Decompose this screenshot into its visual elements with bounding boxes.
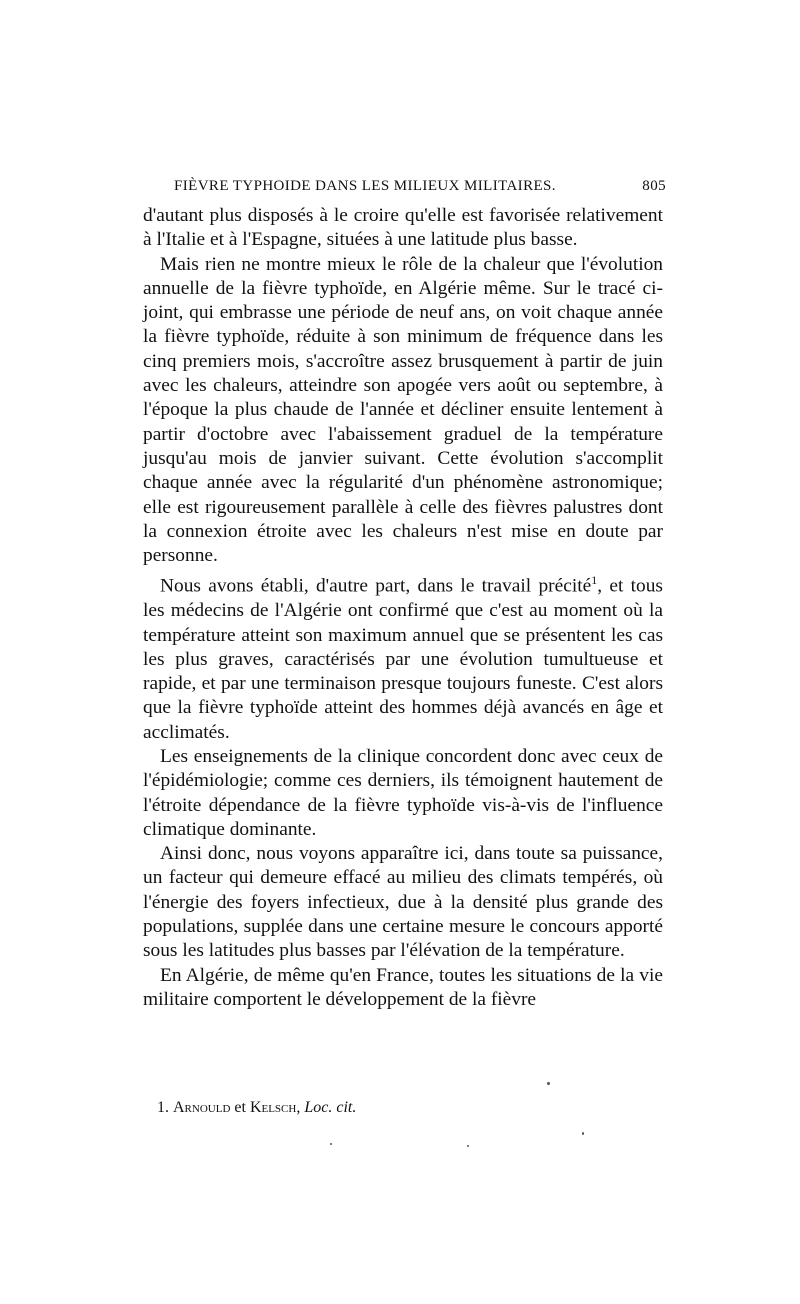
footnote-author: Arnould	[173, 1099, 231, 1116]
paragraph	[143, 568, 663, 745]
paragraph-lead-end: , et	[597, 575, 624, 597]
footnote: 1. Arnould et Kelsch, Loc. cit.	[157, 1099, 357, 1116]
scan-speck	[582, 1132, 584, 1135]
running-head	[146, 178, 666, 198]
body-text	[143, 204, 663, 1012]
paragraph: Mais rien ne montre mieux le rôle de la chaleur que l'évolution annuelle de la fièvre typhoïde, en Algérie même. Sur le tracé ci-joint, qui embrasse une période de neuf ans, on voit chaque année la fièvre typhoïde, réduite à son minimum de fréquence dans les cinq premiers mois, s'accroître assez brusquement à partir de juin avec les chaleurs, atteindre son apogée vers août ou septembre, à l'époque la plus chaude de l'année et décliner ensuite lentement à partir d'octobre avec l'abaissement graduel de la température jusqu'au mois de janvier suivant. Cette évolution s'accomplit chaque année avec la régularité d'un phénomène astronomique; elle est rigoureusement parallèle à celle des fièvres palustres dont la connexion étroite avec les chaleurs n'est mise en doute par personne.	[143, 253, 663, 567]
paragraph: Les enseignements de la clinique concordent donc avec ceux de l'épidémiologie; comme ces derniers, ils témoignent hautement de l'étroite dépendance de la fièvre typhoïde vis-à-vis de l'influence climatique dominante.	[143, 746, 663, 840]
footnote-conjunction: et	[234, 1099, 246, 1116]
paragraph-lead: Nous avons établi, d'autre part, dans le travail précité	[160, 575, 592, 597]
paragraph: Ainsi donc, nous voyons apparaître ici, dans toute sa puissance, un facteur qui demeure effacé au milieu des climats tempérés, où l'énergie des foyers infectieux, due à la densité plus grande des populations, supplée dans une certaine mesure le concours apporté sous les latitudes plus basses par l'élévation de la température.	[143, 843, 663, 962]
paragraph: En Algérie, de même qu'en France, toutes les situations de la vie militaire comportent le développement de la fièvre	[143, 964, 663, 1010]
page-number: 805	[642, 178, 666, 194]
paragraph-continued: d'autant plus disposés à le croire qu'elle est favorisée relativement à l'Italie et à l'Espagne, situées à une latitude plus basse.	[143, 205, 663, 251]
scan-speck	[547, 1082, 550, 1085]
paragraph-body: tous les médecins de l'Algérie ont confirmé que c'est au moment où la température atteint son maximum annuel que se présentent les cas les plus graves, caractérisés par une évolution tumultueuse et rapide, et par une terminaison presque toujours funeste. C'est alors que la fièvre typhoïde atteint des hommes déjà avancés en âge et acclimatés.	[143, 575, 663, 743]
footnote-number: 1.	[157, 1099, 169, 1116]
running-title: FIÈVRE TYPHOIDE DANS LES MILIEUX MILITAIRES.	[174, 178, 556, 194]
footnote-reference[interactable]: 1	[591, 573, 598, 588]
scan-speck	[330, 1143, 332, 1145]
footnote-author: Kelsch	[249, 1099, 297, 1116]
footnote-reference-text: Loc. cit.	[304, 1099, 357, 1116]
scan-speck	[467, 1145, 469, 1147]
